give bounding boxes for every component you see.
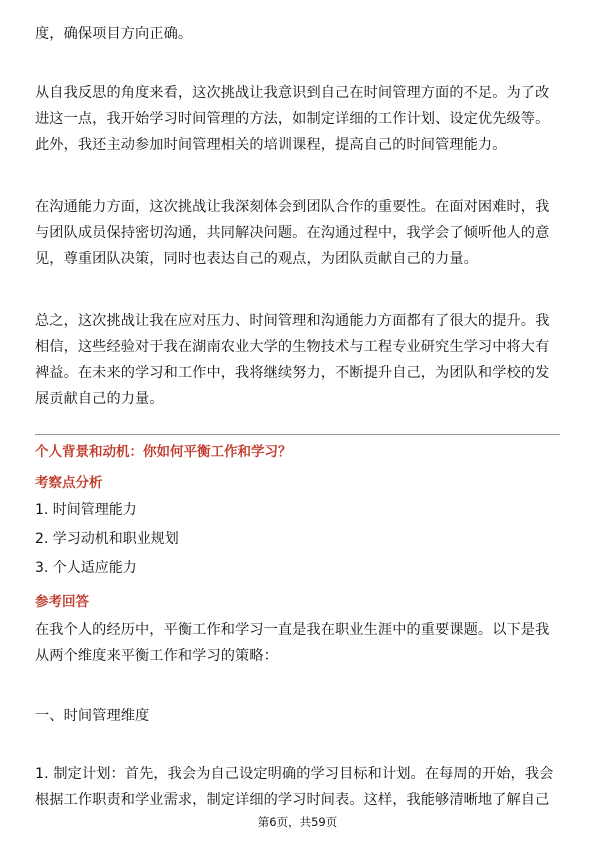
paragraph-self-reflection bbox=[35, 80, 560, 158]
text-line: 在沟通能力方面，这次挑战让我深刻体会到团队合作的重要性。在面对困难时，我 bbox=[35, 199, 550, 215]
analysis-item: 3. 个人适应能力 bbox=[35, 560, 137, 576]
text-line: 进这一点，我开始学习时间管理的方法，如制定详细的工作计划、设定优先级等。 bbox=[35, 111, 550, 127]
text-line: 总之，这次挑战让我在应对压力、时间管理和沟通能力方面都有了很大的提升。我 bbox=[35, 313, 550, 329]
text-line: 相信，这些经验对于我在湖南农业大学的生物技术与工程专业研究生学习中将大有 bbox=[35, 339, 550, 355]
section-divider bbox=[35, 434, 560, 435]
analysis-item: 2. 学习动机和职业规划 bbox=[35, 531, 179, 547]
analysis-item: 1. 时间管理能力 bbox=[35, 502, 137, 518]
question-title: 个人背景和动机：你如何平衡工作和学习？ bbox=[35, 444, 292, 460]
answer-section-heading bbox=[35, 703, 560, 729]
text-line: 1. 制定计划：首先，我会为自己设定明确的学习目标和计划。在每周的开始，我会 bbox=[35, 766, 554, 782]
text-line: 见，尊重团队决策，同时也表达自己的观点，为团队贡献自己的力量。 bbox=[35, 251, 478, 267]
paragraph-summary bbox=[35, 308, 560, 412]
paragraph-continuation bbox=[35, 21, 560, 47]
paragraph-communication bbox=[35, 194, 560, 272]
text-line: 一、时间管理维度 bbox=[35, 708, 150, 724]
answer-point-plan bbox=[35, 761, 560, 813]
text-line: 裨益。在未来的学习和工作中，我将继续努力，不断提升自己，为团队和学校的发 bbox=[35, 365, 550, 381]
answer-heading: 参考回答 bbox=[35, 594, 89, 610]
text-line: 从自我反思的角度来看，这次挑战让我意识到自己在时间管理方面的不足。为了改 bbox=[35, 85, 550, 101]
analysis-heading: 考察点分析 bbox=[35, 475, 103, 491]
page-number: 第6页，共59页 bbox=[257, 815, 338, 829]
answer-intro bbox=[35, 617, 560, 669]
text-line: 与团队成员保持密切沟通，共同解决问题。在沟通过程中，我学会了倾听他人的意 bbox=[35, 225, 550, 241]
text-line: 从两个维度来平衡工作和学习的策略： bbox=[35, 648, 278, 664]
text-line: 此外，我还主动参加时间管理相关的培训课程，提高自己的时间管理能力。 bbox=[35, 137, 507, 153]
text-line: 根据工作职责和学业需求，制定详细的学习时间表。这样，我能够清晰地了解自己 bbox=[35, 792, 550, 808]
text-line: 展贡献自己的力量。 bbox=[35, 391, 164, 407]
text-line: 度，确保项目方向正确。 bbox=[35, 26, 193, 42]
text-line: 在我个人的经历中，平衡工作和学习一直是我在职业生涯中的重要课题。以下是我 bbox=[35, 622, 550, 638]
